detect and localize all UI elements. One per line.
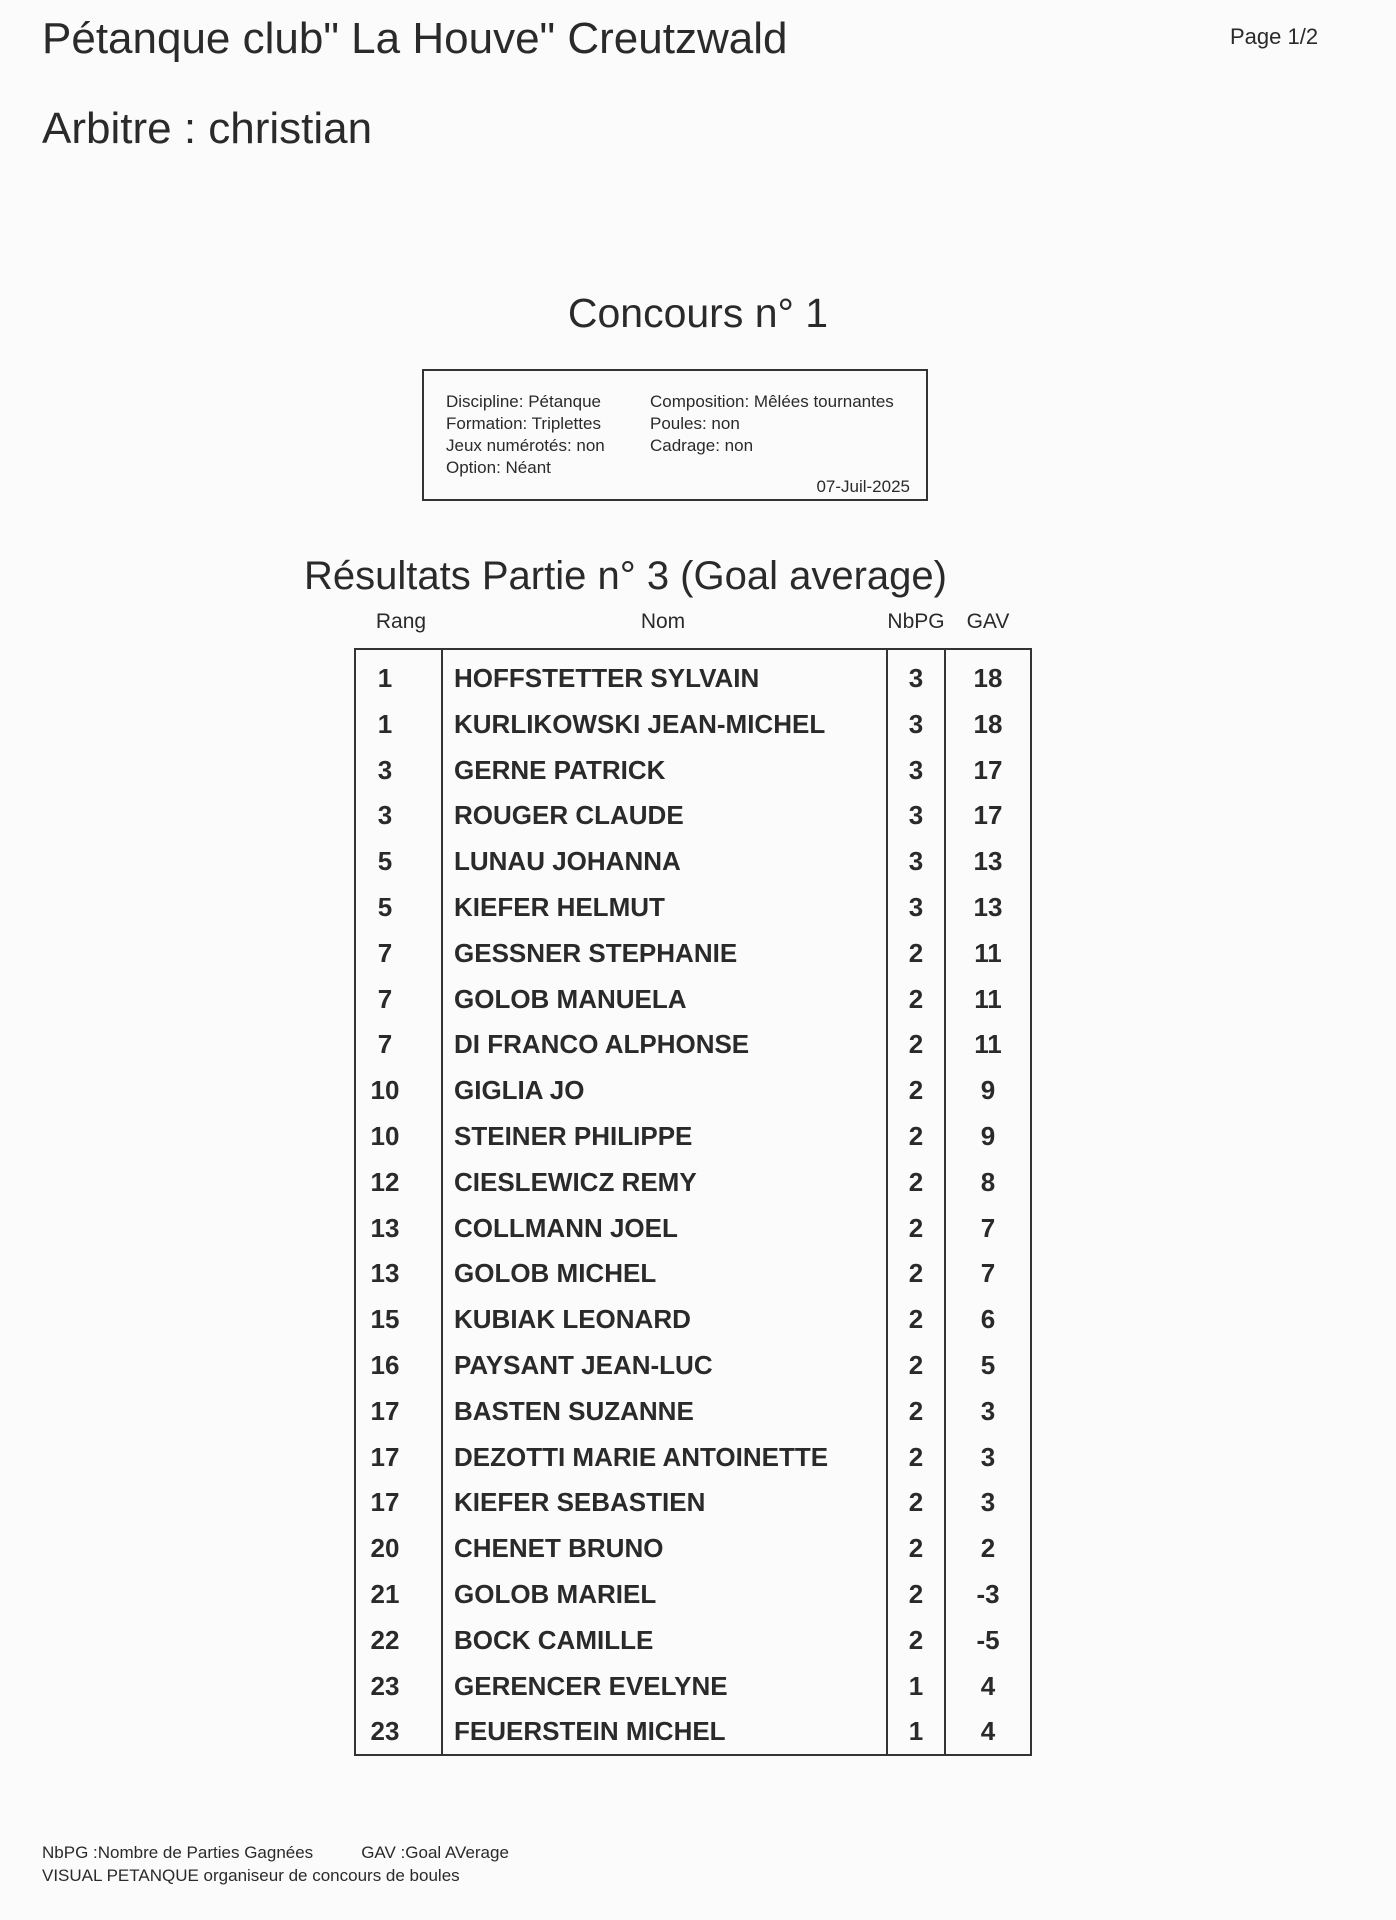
nom-cell: GIGLIA JO xyxy=(454,1075,585,1106)
nom-cell: PAYSANT JEAN-LUC xyxy=(454,1349,713,1380)
gav-cell: 9 xyxy=(980,1075,996,1106)
nbpg-cell: 2 xyxy=(908,1258,924,1289)
poules-field: Poules: non xyxy=(650,414,740,433)
nom-cell: KIEFER SEBASTIEN xyxy=(454,1487,706,1518)
jeux-numerotes-field: Jeux numérotés: non xyxy=(446,436,605,455)
table-row xyxy=(356,930,1030,976)
rang-cell: 7 xyxy=(377,983,393,1014)
gav-cell: -5 xyxy=(976,1624,1000,1655)
discipline-field: Discipline: Pétanque xyxy=(446,392,601,411)
gav-cell: 11 xyxy=(974,937,1002,968)
rang-cell: 21 xyxy=(370,1578,400,1609)
nbpg-cell: 2 xyxy=(908,1075,924,1106)
nbpg-cell: 3 xyxy=(908,891,924,922)
nom-cell: KURLIKOWSKI JEAN-MICHEL xyxy=(454,708,826,739)
table-row xyxy=(356,884,1030,930)
table-row xyxy=(356,1205,1030,1251)
nom-cell: KIEFER HELMUT xyxy=(454,891,665,922)
gav-cell: 9 xyxy=(980,1120,996,1151)
gav-cell: 18 xyxy=(973,708,1003,739)
gav-cell: 3 xyxy=(980,1395,996,1426)
nbpg-cell: 2 xyxy=(908,1441,924,1472)
results-table xyxy=(354,648,1032,1756)
rang-cell: 15 xyxy=(370,1304,400,1335)
cadrage-field: Cadrage: non xyxy=(650,436,754,455)
table-row xyxy=(356,701,1030,747)
gav-cell: 7 xyxy=(980,1212,996,1243)
table-row xyxy=(356,1525,1030,1571)
nom-cell: KUBIAK LEONARD xyxy=(454,1304,691,1335)
gav-cell: 3 xyxy=(980,1487,996,1518)
column-header-gav: GAV xyxy=(966,610,1010,633)
gav-cell: 5 xyxy=(980,1349,996,1380)
rang-cell: 10 xyxy=(370,1120,400,1151)
nbpg-cell: 3 xyxy=(908,754,924,785)
nbpg-cell: 1 xyxy=(908,1670,924,1701)
rang-cell: 13 xyxy=(370,1258,400,1289)
gav-cell: -3 xyxy=(976,1578,1000,1609)
gav-cell: 11 xyxy=(974,1029,1002,1060)
nbpg-cell: 1 xyxy=(908,1716,924,1747)
gav-cell: 7 xyxy=(980,1258,996,1289)
rang-cell: 16 xyxy=(370,1349,400,1380)
rang-cell: 1 xyxy=(377,708,393,739)
nbpg-cell: 3 xyxy=(908,846,924,877)
nom-cell: DI FRANCO ALPHONSE xyxy=(454,1029,750,1060)
table-row xyxy=(356,1479,1030,1525)
table-row xyxy=(356,976,1030,1022)
gav-cell: 8 xyxy=(980,1166,996,1197)
table-row xyxy=(356,1342,1030,1388)
nom-cell: CIESLEWICZ REMY xyxy=(454,1166,697,1197)
nom-cell: GERNE PATRICK xyxy=(454,754,666,785)
rang-cell: 7 xyxy=(377,1029,393,1060)
option-field: Option: Néant xyxy=(446,458,551,477)
nbpg-cell: 2 xyxy=(908,983,924,1014)
table-row xyxy=(356,1708,1030,1754)
nom-cell: DEZOTTI MARIE ANTOINETTE xyxy=(454,1441,829,1472)
rang-cell: 7 xyxy=(377,937,393,968)
nbpg-cell: 2 xyxy=(908,1578,924,1609)
rang-cell: 23 xyxy=(370,1716,400,1747)
table-row xyxy=(356,1663,1030,1709)
nbpg-cell: 2 xyxy=(908,937,924,968)
nom-cell: ROUGER CLAUDE xyxy=(454,800,684,831)
gav-cell: 17 xyxy=(973,754,1003,785)
formation-field: Formation: Triplettes xyxy=(446,414,601,433)
nbpg-cell: 2 xyxy=(908,1349,924,1380)
rang-cell: 17 xyxy=(370,1487,400,1518)
table-row xyxy=(356,1296,1030,1342)
table-row xyxy=(356,655,1030,701)
rang-cell: 17 xyxy=(370,1395,400,1426)
nbpg-cell: 2 xyxy=(908,1395,924,1426)
rang-cell: 20 xyxy=(370,1533,400,1564)
table-row xyxy=(356,1388,1030,1434)
concours-info-box xyxy=(422,369,928,501)
nom-cell: COLLMANN JOEL xyxy=(454,1212,678,1243)
nom-cell: GOLOB MANUELA xyxy=(454,983,687,1014)
column-header-nom: Nom xyxy=(640,610,686,633)
info-right-column xyxy=(650,391,894,457)
nbpg-legend: NbPG :Nombre de Parties Gagnées xyxy=(42,1843,314,1862)
gav-cell: 13 xyxy=(973,891,1003,922)
gav-cell: 3 xyxy=(980,1441,996,1472)
composition-field: Composition: Mêlées tournantes xyxy=(650,392,894,411)
rang-cell: 13 xyxy=(370,1212,400,1243)
nbpg-cell: 2 xyxy=(908,1029,924,1060)
gav-cell: 18 xyxy=(973,663,1003,693)
results-rows xyxy=(356,655,1030,1754)
concours-date: 07-Juil-2025 xyxy=(816,477,910,496)
nom-cell: GERENCER EVELYNE xyxy=(454,1670,728,1701)
nbpg-cell: 2 xyxy=(908,1624,924,1655)
nom-cell: BOCK CAMILLE xyxy=(454,1624,654,1655)
table-row xyxy=(356,747,1030,793)
table-row xyxy=(356,1617,1030,1663)
footer-legend xyxy=(42,1843,509,1863)
gav-legend: GAV :Goal AVerage xyxy=(361,1843,509,1862)
rang-cell: 17 xyxy=(370,1441,400,1472)
table-row xyxy=(356,1250,1030,1296)
rang-cell: 22 xyxy=(370,1624,400,1655)
table-row xyxy=(356,1571,1030,1617)
nom-cell: LUNAU JOHANNA xyxy=(454,846,681,877)
rang-cell: 23 xyxy=(370,1670,400,1701)
info-left-column xyxy=(446,391,605,479)
gav-cell: 2 xyxy=(980,1533,996,1564)
nbpg-cell: 3 xyxy=(908,663,924,693)
results-title: Résultats Partie n° 3 (Goal average) xyxy=(304,554,947,598)
rang-cell: 5 xyxy=(377,846,393,877)
table-row xyxy=(356,1113,1030,1159)
gav-cell: 11 xyxy=(974,983,1002,1014)
table-row xyxy=(356,1067,1030,1113)
nbpg-cell: 3 xyxy=(908,708,924,739)
rang-cell: 3 xyxy=(377,754,393,785)
gav-cell: 17 xyxy=(973,800,1003,831)
nbpg-cell: 2 xyxy=(908,1166,924,1197)
nbpg-cell: 2 xyxy=(908,1212,924,1243)
gav-cell: 4 xyxy=(980,1670,996,1701)
page-number: Page 1/2 xyxy=(1230,24,1319,49)
nbpg-cell: 3 xyxy=(908,800,924,831)
column-header-nbpg: NbPG xyxy=(887,610,945,633)
gav-cell: 4 xyxy=(980,1716,996,1747)
nom-cell: HOFFSTETTER SYLVAIN xyxy=(454,663,760,693)
software-credit: VISUAL PETANQUE organiseur de concours de boules xyxy=(42,1866,460,1885)
club-title: Pétanque club" La Houve" Creutzwald xyxy=(42,14,788,63)
nom-cell: STEINER PHILIPPE xyxy=(454,1120,693,1151)
nom-cell: CHENET BRUNO xyxy=(454,1533,664,1564)
nbpg-cell: 2 xyxy=(908,1487,924,1518)
nom-cell: BASTEN SUZANNE xyxy=(454,1395,694,1426)
nbpg-cell: 2 xyxy=(908,1304,924,1335)
table-row xyxy=(356,792,1030,838)
rang-cell: 5 xyxy=(377,891,393,922)
rang-cell: 1 xyxy=(377,663,393,693)
nbpg-cell: 2 xyxy=(908,1533,924,1564)
table-row xyxy=(356,1434,1030,1480)
arbitre-label: Arbitre : christian xyxy=(42,104,373,153)
column-header-rang: Rang xyxy=(375,610,427,633)
nom-cell: FEUERSTEIN MICHEL xyxy=(454,1716,726,1747)
nom-cell: GOLOB MICHEL xyxy=(454,1258,657,1289)
gav-cell: 6 xyxy=(980,1304,996,1335)
concours-title: Concours n° 1 xyxy=(567,290,829,336)
gav-cell: 13 xyxy=(973,846,1003,877)
rang-cell: 10 xyxy=(370,1075,400,1106)
table-row xyxy=(356,1021,1030,1067)
table-row xyxy=(356,1159,1030,1205)
nbpg-cell: 2 xyxy=(908,1120,924,1151)
rang-cell: 3 xyxy=(377,800,393,831)
table-row xyxy=(356,838,1030,884)
nom-cell: GOLOB MARIEL xyxy=(454,1578,657,1609)
rang-cell: 12 xyxy=(370,1166,400,1197)
nom-cell: GESSNER STEPHANIE xyxy=(454,937,738,968)
